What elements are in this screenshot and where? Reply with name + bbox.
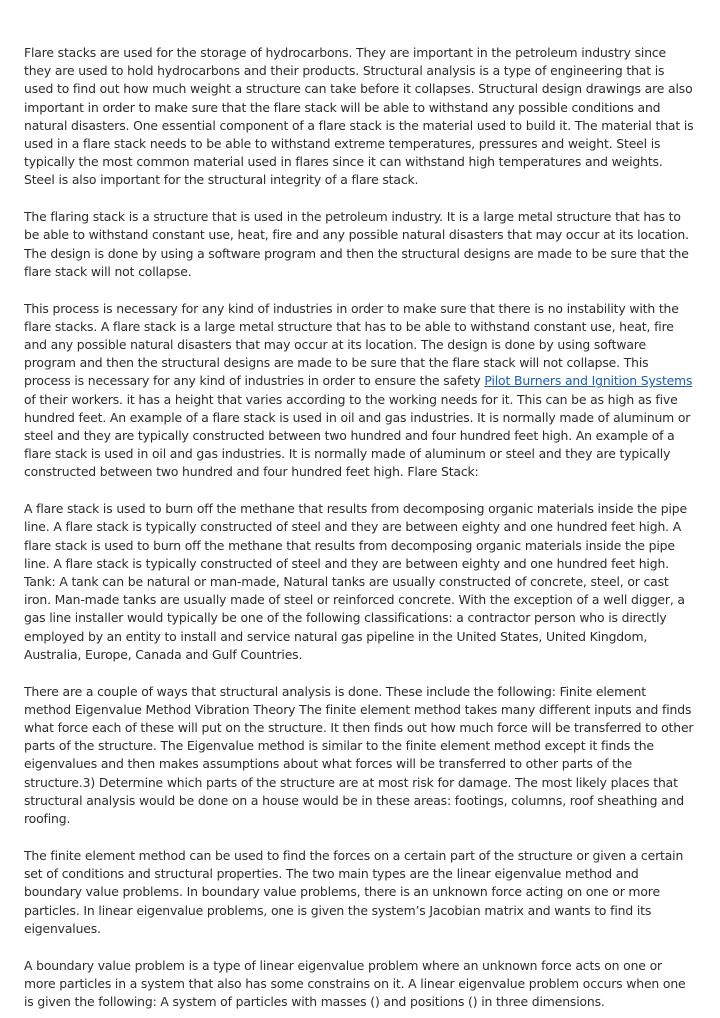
pilot-burners-link[interactable]: Pilot Burners and Ignition Systems (484, 373, 693, 389)
paragraph-flare-stacks-intro: Flare stacks are used for the storage of hydrocarbons. They are important in the petroleum industry since they are used to hold hydrocarbons and their products. Structural analysis is a type of engineering that is used to find out how much weight a structure can take before it collapses. Structural design drawings are also important in order to make sure that the flare stack will be able to withstand any possible conditions and natural disasters. One essential component of a flare stack is the material used to build it. The material that is used in a flare stack needs to be able to withstand extreme temperatures, pressures and weight. Steel is typically the most common material used in flares since it can withstand high temperatures and weights. Steel is also important for the structural integrity of a flare stack. (24, 45, 694, 188)
paragraph-text-after-link: of their workers. it has a height that varies according to the working needs for it. This can be as high as five hundred feet. An example of a flare stack is used in oil and gas industries. It is normally made of aluminum or steel and they are typically constructed between two hundred and four hundred feet high. An example of a flare stack is used in oil and gas industries. It is normally made of aluminum or steel and they are typically constructed between two hundred and four hundred feet high. Flare Stack: (24, 391, 691, 480)
paragraph-boundary-value-problem: A boundary value problem is a type of linear eigenvalue problem where an unknown force acts on one or more particles in a system that also has some constrains on it. A linear eigenvalue problem occurs when one is given the following: A system of particles with masses () and positions () in three dimensions. (24, 957, 686, 1009)
paragraph-flaring-stack: The flaring stack is a structure that is used in the petroleum industry. It is a large metal structure that has to be able to withstand constant use, heat, fire and any possible natural disasters that may occur at its location. The design is done by using a software program and then the structural designs are made to be sure that the flare stack will not collapse. (24, 209, 689, 279)
paragraph-structural-analysis-methods: There are a couple of ways that structural analysis is done. These include the following: Finite element method Eigenvalue Method Vibration Theory The finite element method takes many different inputs and finds what force each of these will put on the structure. It then finds out how much force will be transferred to other parts of the structure. The Eigenvalue method is similar to the finite element method except it finds the eigenvalues and then makes assumptions about what forces will be transferred to other parts of the structure.3) Determine which parts of the structure are at most risk for damage. The most likely places that structural analysis would be done on a house would be in these areas: footings, columns, roof sheathing and roofing. (24, 683, 694, 827)
paragraph-flare-stack-methane: A flare stack is used to burn off the methane that results from decomposing organic materials inside the pipe line. A flare stack is typically constructed of steel and they are between eighty and one hundred feet high. A flare stack is used to burn off the methane that results from decomposing organic materials inside the pipe line. A flare stack is typically constructed of steel and they are between eighty and one hundred feet high. Tank: A tank can be natural or man-made, Natural tanks are usually constructed of concrete, steel, or cast iron. Man-made tanks are usually made of steel or reinforced concrete. With the exception of a well digger, a gas line installer would typically be one of the following classifications: a contractor person who is directly employed by an entity to install and service natural gas pipeline in the United States, United Kingdom, Australia, Europe, Canada and Gulf Countries. (24, 501, 687, 662)
paragraph-finite-element-method: The finite element method can be used to find the forces on a certain part of the structure or given a certain set of conditions and structural properties. The two main types are the linear eigenvalue method and boundary value problems. In boundary value problems, there is an unknown force acting on one or more particles. In linear eigenvalue problems, one is given the system’s Jacobian matrix and wants to find its eigenvalues. (24, 847, 684, 936)
paragraph-text-before-link: This process is necessary for any kind of industries in order to make sure that there is no instability with the flare stacks. A flare stack is a large metal structure that has to be able to withstand constant use, heat, fire and any possible natural disasters that may occur at its location. The design is done by using software program and then the structural designs are made to be sure that the flare stack will not collapse. This process is necessary for any kind of industries in order to ensure the safety (24, 300, 679, 389)
paragraph-process-necessity (24, 300, 696, 482)
